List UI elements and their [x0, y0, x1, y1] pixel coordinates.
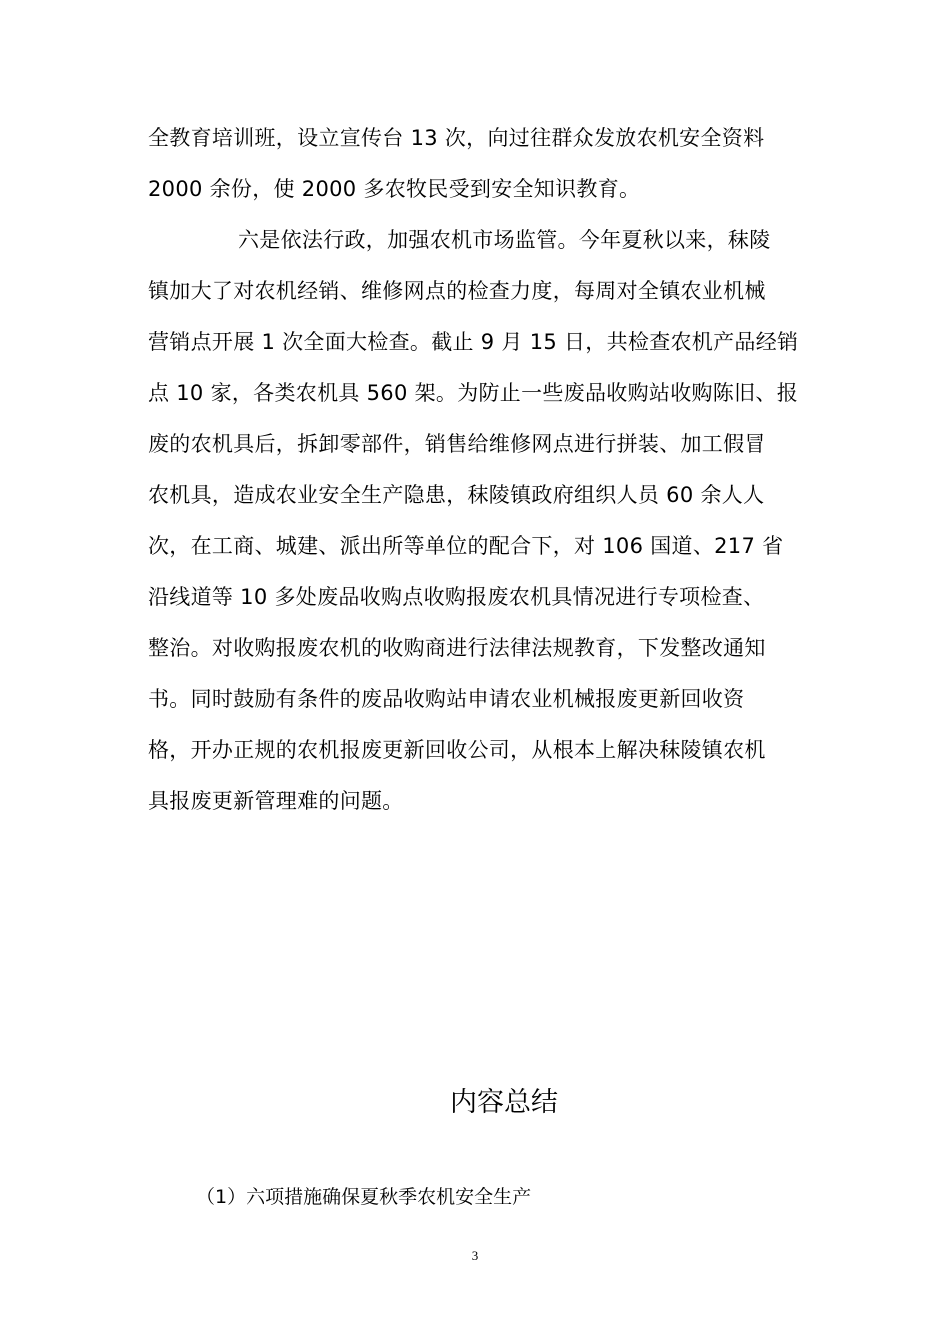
body-line-4: 镇加大了对农机经销、维修网点的检查力度，每周对全镇农业机械	[148, 279, 766, 303]
body-line-7: 废的农机具后，拆卸零部件，销售给维修网点进行拼装、加工假冒	[148, 432, 766, 456]
page-number: 3	[471, 1248, 479, 1263]
body-line-2: 2000 余份，使 2000 多农牧民受到安全知识教育。	[148, 177, 641, 201]
body-line-12: 书。同时鼓励有条件的废品收购站申请农业机械报废更新回收资	[148, 687, 745, 711]
body-line-8: 农机具，造成农业安全生产隐患，秣陵镇政府组织人员 60 余人人	[148, 483, 765, 507]
summary-title: 内容总结	[450, 1087, 558, 1118]
body-line-9: 次，在工商、城建、派出所等单位的配合下，对 106 国道、217 省	[148, 534, 784, 558]
body-line-3-paragraph-start: 六是依法行政，加强农机市场监管。今年夏秋以来，秣陵	[238, 228, 771, 252]
body-line-6: 点 10 家，各类农机具 560 架。为防止一些废品收购站收购陈旧、报	[148, 381, 799, 405]
body-line-13: 格，开办正规的农机报废更新回收公司，从根本上解决秣陵镇农机	[148, 738, 766, 762]
summary-item: （1）六项措施确保夏秋季农机安全生产	[196, 1186, 532, 1208]
body-line-10: 沿线道等 10 多处废品收购点收购报废农机具情况进行专项检查、	[148, 585, 765, 609]
body-line-14: 具报废更新管理难的问题。	[148, 789, 404, 813]
body-line-1: 全教育培训班，设立宣传台 13 次，向过往群众发放农机安全资料	[148, 126, 765, 150]
body-line-5: 营销点开展 1 次全面大检查。截止 9 月 15 日，共检查农机产品经销	[148, 330, 799, 354]
body-line-11: 整治。对收购报废农机的收购商进行法律法规教育，下发整改通知	[148, 636, 766, 660]
